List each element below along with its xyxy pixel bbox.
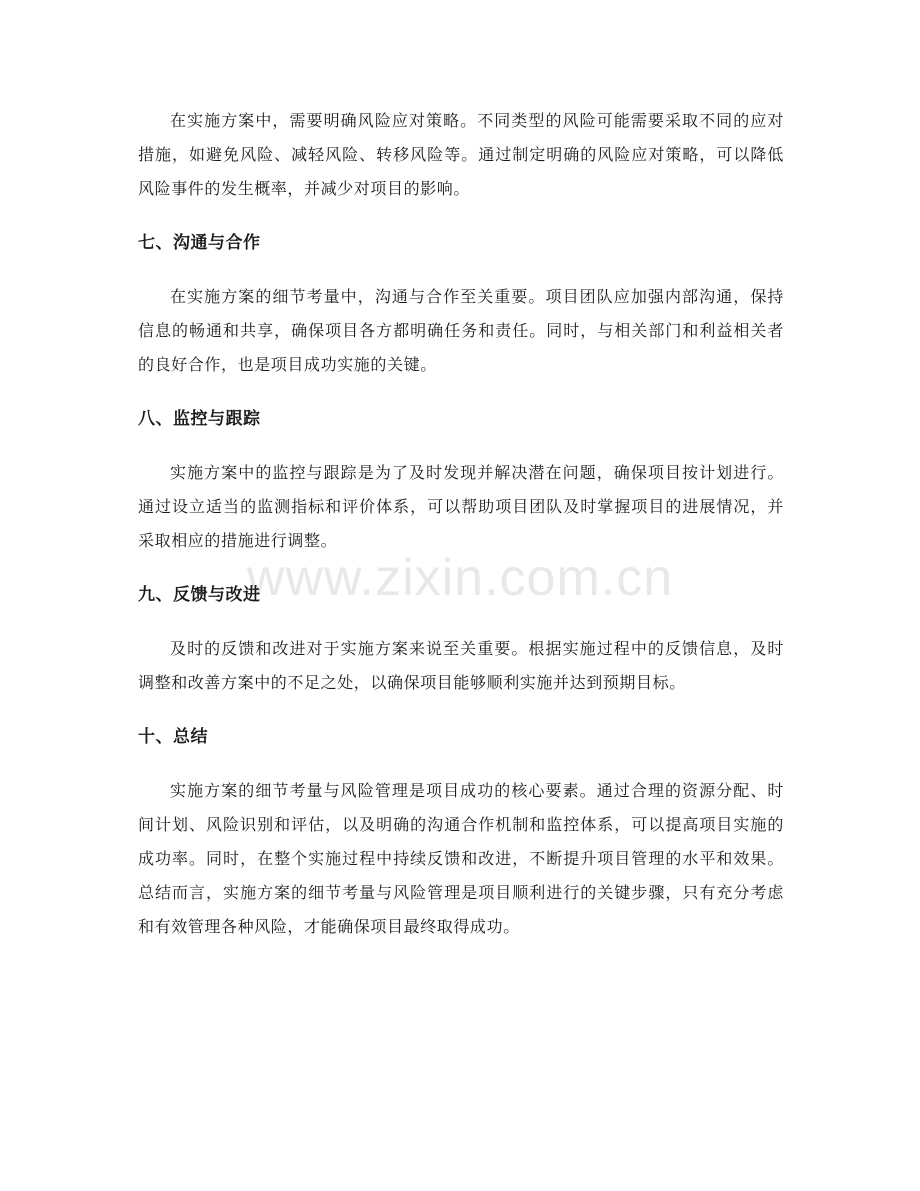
section-paragraph-8: 实施方案中的监控与跟踪是为了及时发现并解决潜在问题，确保项目按计划进行。通过设立适当的监测指标和评价体系，可以帮助项目团队及时掌握项目的进展情况，并采取相应的措施进行调整。 — [138, 463, 784, 550]
section-heading-10: 十、总结 — [138, 727, 208, 747]
document-body — [138, 104, 784, 944]
section-heading-8: 八、监控与跟踪 — [138, 409, 261, 429]
section-paragraph-10: 实施方案的细节考量与风险管理是项目成功的核心要素。通过合理的资源分配、时间计划、风险识别和评估，以及明确的沟通合作机制和监控体系，可以提高项目实施的成功率。同时，在整个实施过程中持续反馈和改进，不断提升项目管理的水平和效果。总结而言，实施方案的细节考量与风险管理是项目顺利进行的关键步骤，只有充分考虑和有效管理各种风险，才能确保项目最终取得成功。 — [138, 781, 784, 936]
watermark-text: www.zixin.com.cn — [246, 549, 674, 607]
section-heading-9: 九、反馈与改进 — [138, 585, 261, 605]
section-paragraph-9: 及时的反馈和改进对于实施方案来说至关重要。根据实施过程中的反馈信息，及时调整和改善方案中的不足之处，以确保项目能够顺利实施并达到预期目标。 — [138, 639, 784, 692]
section-paragraph-7: 在实施方案的细节考量中，沟通与合作至关重要。项目团队应加强内部沟通，保持信息的畅通和共享，确保项目各方都明确任务和责任。同时，与相关部门和利益相关者的良好合作，也是项目成功实施的关键。 — [138, 287, 784, 374]
section-heading-7: 七、沟通与合作 — [138, 233, 261, 253]
intro-paragraph: 在实施方案中，需要明确风险应对策略。不同类型的风险可能需要采取不同的应对措施，如避免风险、减轻风险、转移风险等。通过制定明确的风险应对策略，可以降低风险事件的发生概率，并减少对项目的影响。 — [138, 111, 784, 198]
